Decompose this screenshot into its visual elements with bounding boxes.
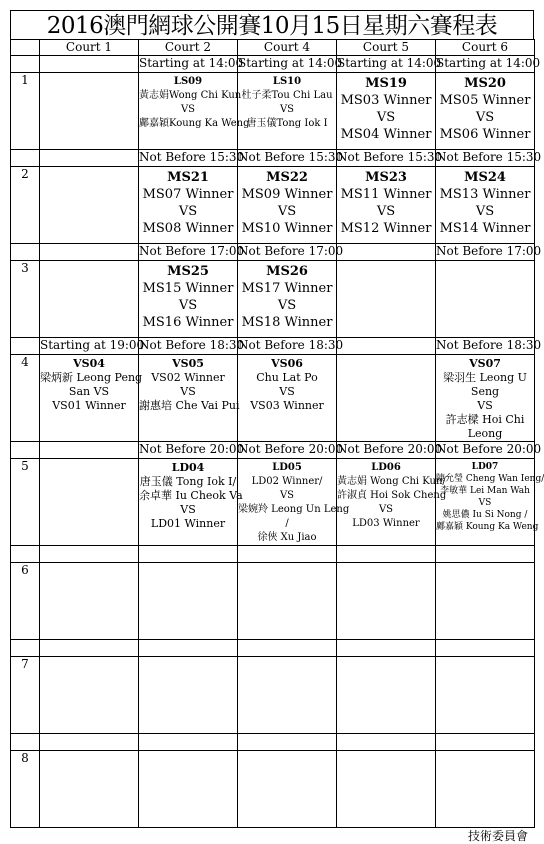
player-line: VS bbox=[378, 504, 394, 515]
court-header: Court 5 bbox=[337, 40, 436, 56]
start-time bbox=[139, 734, 238, 751]
match-cell bbox=[436, 563, 535, 640]
player-line: Leong bbox=[467, 427, 503, 440]
player-line: MS05 Winner bbox=[439, 93, 531, 108]
player-line: MS13 Winner bbox=[439, 187, 531, 202]
player-line: / bbox=[285, 518, 289, 529]
match-code: MS23 bbox=[365, 170, 407, 185]
match-cell bbox=[337, 167, 436, 244]
match-row bbox=[11, 167, 535, 244]
start-time bbox=[238, 640, 337, 657]
match-cell bbox=[139, 261, 238, 338]
player-line: LD01 Winner bbox=[150, 517, 226, 530]
time-row bbox=[11, 546, 535, 563]
player-line: MS17 Winner bbox=[241, 281, 333, 296]
start-time: Not Before 15:30 bbox=[139, 150, 238, 167]
match-cell bbox=[337, 751, 436, 828]
round-number: 1 bbox=[11, 73, 40, 150]
player-line: MS08 Winner bbox=[142, 221, 234, 236]
court-header: Court 1 bbox=[40, 40, 139, 56]
player-line: 許志樑 Hoi Chi bbox=[445, 413, 525, 426]
match-cell bbox=[238, 73, 337, 150]
match-row bbox=[11, 751, 535, 828]
start-time bbox=[436, 734, 535, 751]
player-line: LD02 Winner/ bbox=[251, 476, 323, 487]
match-cell bbox=[337, 459, 447, 546]
start-time bbox=[40, 546, 139, 563]
match-cell bbox=[238, 261, 337, 338]
player-line: MS07 Winner bbox=[142, 187, 234, 202]
player-line: 梁婉羚 Leong Un Leng bbox=[238, 504, 350, 515]
start-time bbox=[337, 546, 436, 563]
player-line: VS bbox=[475, 110, 495, 125]
player-line: MS09 Winner bbox=[241, 187, 333, 202]
start-time: Starting at 14:00 bbox=[436, 56, 535, 73]
match-cell bbox=[337, 657, 436, 734]
start-time bbox=[40, 56, 139, 73]
row-gap-cell bbox=[11, 150, 40, 167]
match-code: MS20 bbox=[464, 76, 506, 91]
start-time: Not Before 18:30 bbox=[238, 338, 337, 355]
match-code: VS04 bbox=[73, 357, 105, 370]
start-time: Not Before 15:30 bbox=[337, 150, 436, 167]
match-cell bbox=[40, 563, 139, 640]
player-line: VS bbox=[376, 110, 396, 125]
start-time: Not Before 20:00 bbox=[436, 442, 535, 459]
match-row bbox=[11, 355, 535, 442]
match-cell bbox=[436, 73, 535, 150]
match-cell bbox=[40, 657, 139, 734]
player-line: VS bbox=[279, 385, 295, 398]
match-cell bbox=[40, 355, 143, 442]
player-line: 李敏華 Lei Man Wah bbox=[440, 486, 530, 496]
start-time: Starting at 14:00 bbox=[238, 56, 337, 73]
time-row bbox=[11, 56, 535, 73]
match-code: VS06 bbox=[271, 357, 303, 370]
player-line: MS06 Winner bbox=[439, 127, 531, 142]
match-cell bbox=[436, 167, 535, 244]
match-code: LD07 bbox=[471, 462, 499, 472]
match-code: MS21 bbox=[167, 170, 209, 185]
match-cell bbox=[40, 459, 139, 546]
start-time: Not Before 20:00 bbox=[139, 442, 238, 459]
match-cell bbox=[40, 751, 139, 828]
player-line: VS02 Winner bbox=[151, 371, 225, 384]
schedule-table bbox=[10, 39, 544, 828]
player-line: VS bbox=[178, 298, 198, 313]
start-time: Not Before 18:30 bbox=[139, 338, 238, 355]
player-line: VS bbox=[180, 104, 196, 115]
round-number: 8 bbox=[11, 751, 40, 828]
player-line: LD03 Winner bbox=[352, 518, 420, 529]
court-header: Court 4 bbox=[238, 40, 337, 56]
match-cell bbox=[40, 73, 139, 150]
round-number: 4 bbox=[11, 355, 40, 442]
row-gap-cell bbox=[11, 734, 40, 751]
match-cell bbox=[436, 459, 544, 546]
player-line: MS11 Winner bbox=[340, 187, 432, 202]
player-line: VS bbox=[478, 498, 492, 508]
time-row bbox=[11, 338, 535, 355]
start-time bbox=[40, 734, 139, 751]
match-cell bbox=[436, 261, 535, 338]
player-line: 杜子柔Tou Chi Lau bbox=[241, 90, 333, 101]
start-time bbox=[337, 338, 436, 355]
match-cell bbox=[238, 657, 337, 734]
start-time bbox=[40, 640, 139, 657]
round-number: 2 bbox=[11, 167, 40, 244]
player-line: Seng bbox=[470, 385, 500, 398]
start-time: Starting at 14:00 bbox=[337, 56, 436, 73]
start-time: Not Before 17:00 bbox=[238, 244, 337, 261]
player-line: 許淑貞 Hoi Sok Cheng bbox=[337, 490, 447, 501]
start-time bbox=[40, 150, 139, 167]
start-time bbox=[139, 640, 238, 657]
player-line: VS bbox=[376, 204, 396, 219]
start-time bbox=[436, 546, 535, 563]
match-code: MS26 bbox=[266, 264, 308, 279]
time-row bbox=[11, 442, 535, 459]
match-cell bbox=[436, 657, 535, 734]
match-cell bbox=[139, 751, 238, 828]
start-time: Not Before 17:00 bbox=[436, 244, 535, 261]
round-number: 5 bbox=[11, 459, 40, 546]
corner-cell bbox=[11, 40, 40, 56]
player-line: 余卓華 Iu Cheok Va bbox=[139, 489, 243, 502]
match-cell bbox=[40, 167, 139, 244]
match-cell bbox=[337, 73, 436, 150]
match-row bbox=[11, 73, 535, 150]
player-line: MS14 Winner bbox=[439, 221, 531, 236]
player-line: 鄺嘉穎Koung Ka Weng bbox=[139, 118, 250, 129]
match-cell bbox=[436, 751, 535, 828]
player-line: 陳允瑩 Cheng Wan Ieng/ bbox=[436, 474, 544, 484]
match-code: LD04 bbox=[171, 461, 205, 474]
match-code: VS05 bbox=[172, 357, 204, 370]
footer-committee: 技術委員會 bbox=[467, 829, 528, 843]
match-cell bbox=[238, 459, 350, 546]
page-title: 2016澳門網球公開賽10月15日星期六賽程表 bbox=[10, 10, 534, 40]
court-header: Court 6 bbox=[436, 40, 535, 56]
match-row bbox=[11, 459, 535, 546]
match-cell bbox=[139, 563, 238, 640]
player-line: VS bbox=[277, 204, 297, 219]
player-line: VS bbox=[279, 104, 295, 115]
row-gap-cell bbox=[11, 442, 40, 459]
player-line: MS16 Winner bbox=[142, 315, 234, 330]
player-line: VS bbox=[477, 399, 493, 412]
header-row bbox=[11, 40, 535, 56]
start-time bbox=[40, 442, 139, 459]
round-number: 6 bbox=[11, 563, 40, 640]
start-time: Not Before 15:30 bbox=[238, 150, 337, 167]
player-line: 梁羽生 Leong U bbox=[443, 371, 527, 384]
player-line: MS12 Winner bbox=[340, 221, 432, 236]
match-row bbox=[11, 657, 535, 734]
player-line: MS03 Winner bbox=[340, 93, 432, 108]
match-cell bbox=[238, 167, 337, 244]
match-cell bbox=[337, 261, 436, 338]
player-line: MS18 Winner bbox=[241, 315, 333, 330]
match-row bbox=[11, 563, 535, 640]
player-line: 姚思儂 Iu Si Nong / bbox=[442, 510, 528, 520]
start-time bbox=[337, 734, 436, 751]
row-gap-cell bbox=[11, 546, 40, 563]
start-time: Starting at 19:00 bbox=[40, 338, 139, 355]
player-line: 謝惠培 Che Vai Pui bbox=[139, 399, 240, 412]
player-line: 唐玉儀Tong Iok I bbox=[246, 118, 328, 129]
start-time bbox=[238, 734, 337, 751]
player-line: MS15 Winner bbox=[142, 281, 234, 296]
match-code: VS07 bbox=[469, 357, 501, 370]
match-cell bbox=[238, 563, 337, 640]
start-time bbox=[337, 640, 436, 657]
time-row bbox=[11, 244, 535, 261]
match-code: MS25 bbox=[167, 264, 209, 279]
row-gap-cell bbox=[11, 244, 40, 261]
player-line: MS04 Winner bbox=[340, 127, 432, 142]
player-line: Chu Lat Po bbox=[256, 371, 318, 384]
court-header: Court 2 bbox=[139, 40, 238, 56]
player-line: San VS bbox=[68, 385, 110, 398]
player-line: 鄺嘉穎 Koung Ka Weng bbox=[436, 522, 539, 532]
player-line: 梁炳新 Leong Peng bbox=[40, 371, 143, 384]
schedule-sheet bbox=[10, 10, 544, 843]
row-gap-cell bbox=[11, 56, 40, 73]
match-code: LS10 bbox=[272, 76, 302, 87]
start-time: Not Before 15:30 bbox=[436, 150, 535, 167]
player-line: VS bbox=[277, 298, 297, 313]
round-number: 3 bbox=[11, 261, 40, 338]
start-time bbox=[139, 546, 238, 563]
start-time: Not Before 20:00 bbox=[238, 442, 337, 459]
match-code: LD06 bbox=[371, 462, 401, 473]
row-gap-cell bbox=[11, 338, 40, 355]
player-line: VS01 Winner bbox=[52, 399, 126, 412]
round-number: 7 bbox=[11, 657, 40, 734]
match-row bbox=[11, 261, 535, 338]
start-time bbox=[238, 546, 337, 563]
match-cell bbox=[337, 563, 436, 640]
match-cell bbox=[238, 751, 337, 828]
match-code: LS09 bbox=[173, 76, 203, 87]
match-cell bbox=[139, 657, 238, 734]
match-code: MS24 bbox=[464, 170, 506, 185]
match-cell bbox=[139, 167, 238, 244]
player-line: VS bbox=[279, 490, 295, 501]
match-code: MS22 bbox=[266, 170, 308, 185]
start-time bbox=[436, 640, 535, 657]
match-cell bbox=[139, 459, 243, 546]
start-time: Not Before 18:30 bbox=[436, 338, 535, 355]
player-line: VS bbox=[180, 503, 196, 516]
time-row bbox=[11, 640, 535, 657]
player-line: VS bbox=[178, 204, 198, 219]
start-time: Not Before 17:00 bbox=[139, 244, 238, 261]
match-cell bbox=[40, 261, 139, 338]
player-line: VS03 Winner bbox=[250, 399, 324, 412]
match-cell bbox=[139, 355, 238, 442]
match-cell bbox=[139, 73, 250, 150]
row-gap-cell bbox=[11, 640, 40, 657]
match-code: LD05 bbox=[272, 462, 302, 473]
player-line: 黃志娟Wong Chi Kun bbox=[139, 90, 242, 101]
start-time bbox=[337, 244, 436, 261]
start-time: Not Before 20:00 bbox=[337, 442, 436, 459]
player-line: MS10 Winner bbox=[241, 221, 333, 236]
start-time: Starting at 14:00 bbox=[139, 56, 238, 73]
match-cell bbox=[436, 355, 535, 442]
player-line: 徐俠 Xu Jiao bbox=[257, 532, 317, 543]
match-cell bbox=[337, 355, 436, 442]
player-line: 黃志娟 Wong Chi Kun/ bbox=[337, 476, 446, 487]
time-row bbox=[11, 150, 535, 167]
player-line: VS bbox=[180, 385, 196, 398]
match-code: MS19 bbox=[365, 76, 407, 91]
player-line: 唐玉儀 Tong Iok I/ bbox=[139, 475, 237, 488]
match-cell bbox=[238, 355, 337, 442]
time-row bbox=[11, 734, 535, 751]
player-line: VS bbox=[475, 204, 495, 219]
start-time bbox=[40, 244, 139, 261]
